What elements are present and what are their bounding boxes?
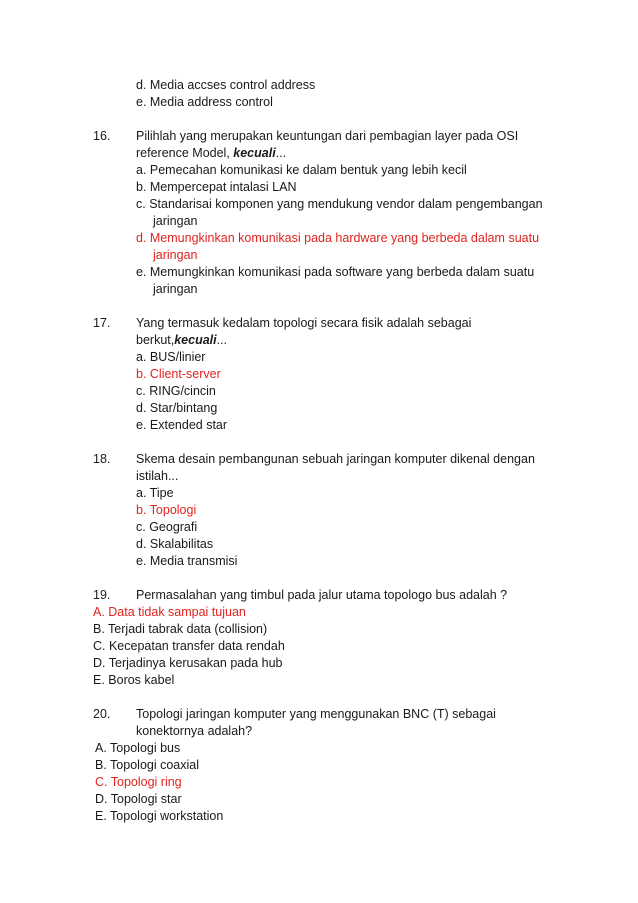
q19-question-line1: Permasalahan yang timbul pada jalur utama topologo bus adalah ? (136, 588, 508, 602)
q20-question-line1: Topologi jaringan komputer yang menggunakan BNC (T) sebagai (136, 707, 496, 721)
q18-option-a: a. Tipe (136, 486, 174, 500)
q16-option-a: a. Pemecahan komunikasi ke dalam bentuk yang lebih kecil (136, 163, 467, 177)
q18-question-line1: Skema desain pembangunan sebuah jaringan komputer dikenal dengan (136, 452, 535, 466)
q18-option-b-answer: b. Topologi (136, 503, 197, 517)
q17-option-c: c. RING/cincin (136, 384, 216, 398)
q17-kecuali: kecuali (174, 333, 217, 347)
q19-option-e: E. Boros kabel (93, 673, 175, 687)
q18-number: 18. (93, 452, 111, 466)
q18-question-line2: istilah... (136, 469, 179, 483)
q18-option-e: e. Media transmisi (136, 554, 238, 568)
q16-question-line2 (136, 145, 286, 162)
q16-kecuali: kecuali (233, 146, 276, 160)
q17-question-line1: Yang termasuk kedalam topologi secara fisik adalah sebagai (136, 316, 472, 330)
q16-ellipsis: ... (275, 146, 287, 160)
q16-option-b: b. Mempercepat intalasi LAN (136, 180, 297, 194)
q18-option-d: d. Skalabilitas (136, 537, 214, 551)
q17-option-e: e. Extended star (136, 418, 228, 432)
q19-option-d: D. Terjadinya kerusakan pada hub (93, 656, 283, 670)
q18-option-c: c. Geografi (136, 520, 198, 534)
q20-option-e: E. Topologi workstation (95, 809, 224, 823)
q20-option-c-answer: C. Topologi ring (95, 775, 182, 789)
q15-option-d: d. Media accses control address (136, 78, 316, 92)
q17-question-text: berkut, (136, 333, 175, 347)
q20-option-a: A. Topologi bus (95, 741, 181, 755)
q20-option-d: D. Topologi star (95, 792, 182, 806)
q16-question-line1: Pilihlah yang merupakan keuntungan dari pembagian layer pada OSI (136, 129, 519, 143)
q17-ellipsis: ... (216, 333, 228, 347)
q16-number: 16. (93, 129, 111, 143)
q19-option-a-answer: A. Data tidak sampai tujuan (93, 605, 246, 619)
q20-question-line2: konektornya adalah? (136, 724, 253, 738)
q19-number: 19. (93, 588, 111, 602)
q16-question-text: reference Model, (136, 146, 234, 160)
q16-option-c-cont: jaringan (153, 214, 198, 228)
q15-option-e: e. Media address control (136, 95, 273, 109)
q20-option-b: B. Topologi coaxial (95, 758, 200, 772)
q17-option-b-answer: b. Client-server (136, 367, 221, 381)
q17-option-a: a. BUS/linier (136, 350, 206, 364)
q16-option-d-answer: d. Memungkinkan komunikasi pada hardware yang berbeda dalam suatu (136, 231, 540, 245)
q16-option-c: c. Standarisai komponen yang mendukung vendor dalam pengembangan (136, 197, 543, 211)
q16-option-e-cont: jaringan (153, 282, 198, 296)
q16-option-e: e. Memungkinkan komunikasi pada software yang berbeda dalam suatu (136, 265, 535, 279)
q17-number: 17. (93, 316, 111, 330)
q16-option-d-cont: jaringan (153, 248, 198, 262)
q17-option-d: d. Star/bintang (136, 401, 218, 415)
q19-option-c: C. Kecepatan transfer data rendah (93, 639, 285, 653)
q20-number: 20. (93, 707, 111, 721)
q17-question-line2 (136, 332, 227, 349)
q19-option-b: B. Terjadi tabrak data (collision) (93, 622, 268, 636)
